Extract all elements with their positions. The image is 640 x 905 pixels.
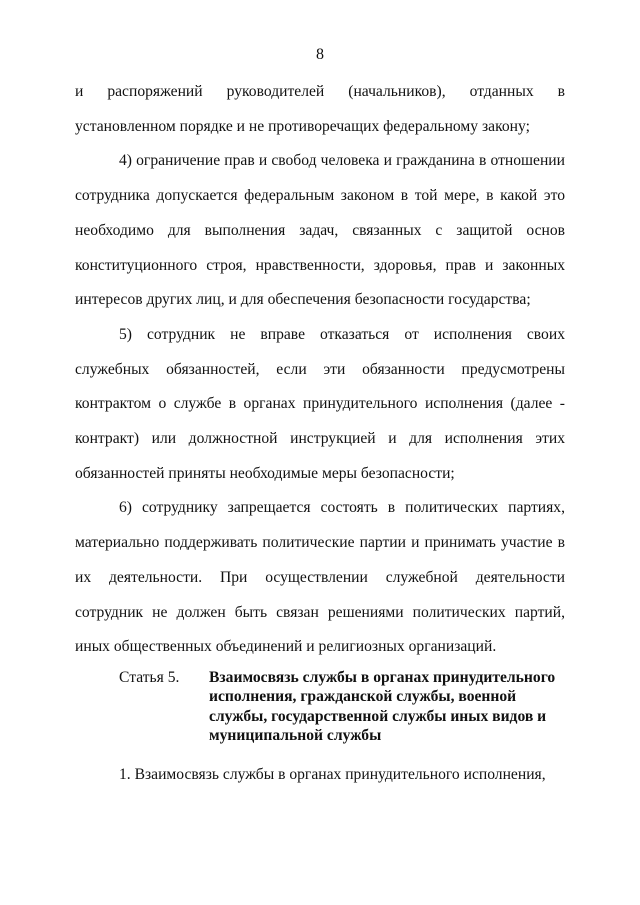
- article-number: Статья 5.: [119, 668, 180, 686]
- paragraph-continuation: и распоряжений руководителей (начальников), отданных в установленном порядке и не противоречащих федеральному закону;: [75, 83, 565, 135]
- paragraph-article-5-clause-1: 1. Взаимосвязь службы в органах принудительного исполнения,: [119, 765, 546, 783]
- page-number: 8: [316, 46, 324, 63]
- paragraph-item-4: 4) ограничение прав и свобод человека и гражданина в отношении сотрудника допускается федеральным законом в той мере, в какой это необходимо для выполнения задач, связанных с защитой основ конституционного строя, нравственности, здоровья, прав и законных интересов других лиц, и для обеспечения безопасности государства;: [75, 152, 565, 309]
- article-title: Взаимосвязь службы в органах принудительного исполнения, гражданской службы, военной службы, государственной службы иных видов и муниципальной службы: [209, 668, 556, 745]
- article-heading: [75, 668, 565, 746]
- paragraph-item-6: 6) сотруднику запрещается состоять в политических партиях, материально поддерживать политические партии и принимать участие в их деятельности. При осуществлении служебной деятельности сотрудник не должен быть связан решениями политических партий, иных общественных объединений и религиозных организаций.: [75, 499, 565, 656]
- document-body: [75, 75, 565, 793]
- paragraph-item-5: 5) сотрудник не вправе отказаться от исполнения своих служебных обязанностей, если эти обязанности предусмотрены контрактом о службе в органах принудительного исполнения (далее - контракт) или должностной инструкцией и для исполнения этих обязанностей приняты необходимые меры безопасности;: [75, 325, 565, 482]
